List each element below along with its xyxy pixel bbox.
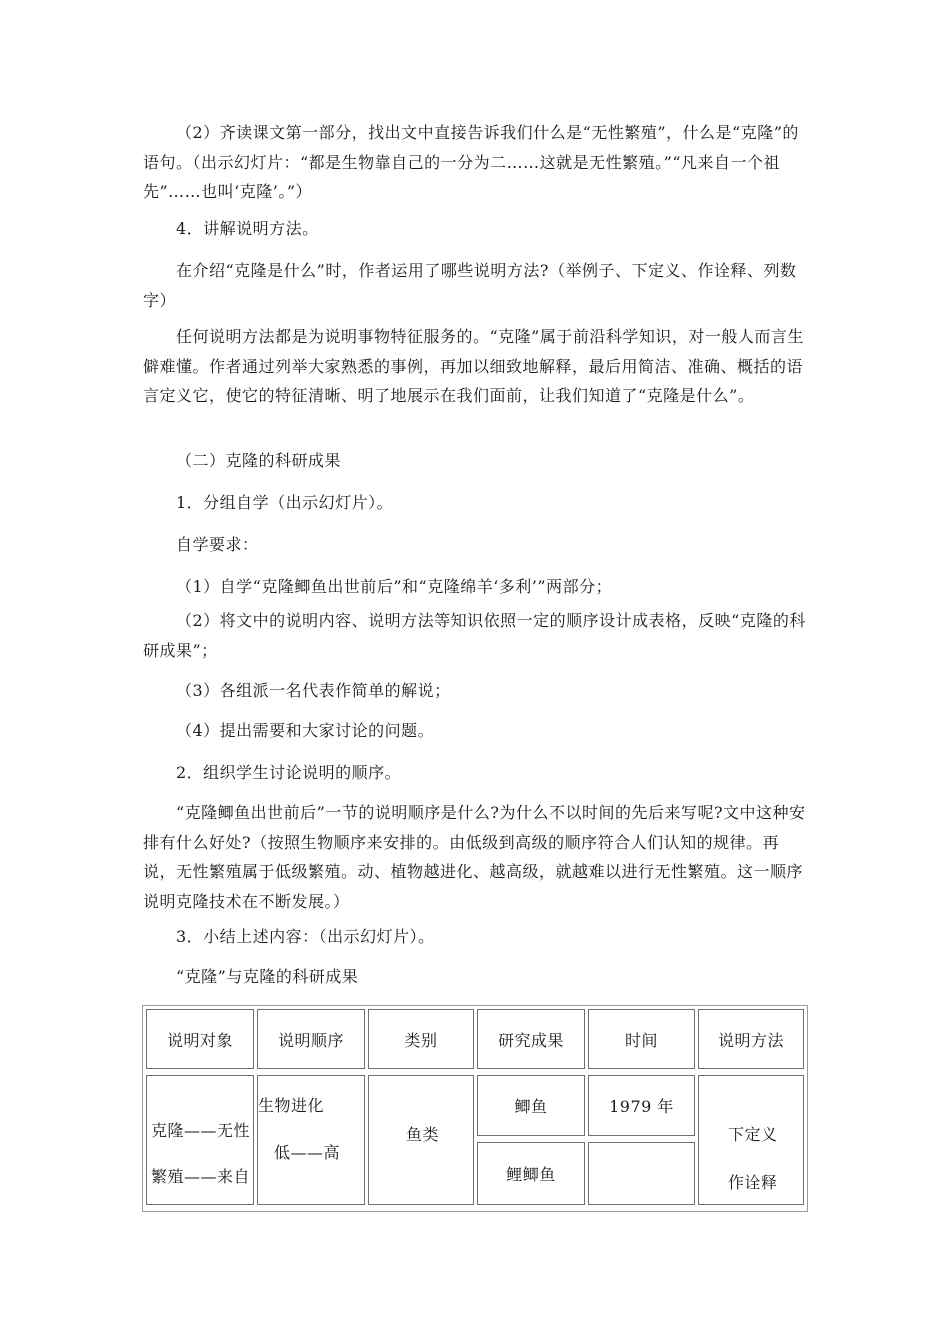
heading-discuss-order: 2．组织学生讨论说明的顺序。 (176, 763, 402, 782)
label-study-requirements: 自学要求： (176, 535, 259, 554)
cell-time-1: 1979 年 (588, 1075, 695, 1136)
cell-order: 生物进化 低——高 (257, 1075, 365, 1205)
header-cell-order: 说明顺序 (257, 1009, 365, 1069)
paragraph-order-discussion: “克隆鲫鱼出世前后”一节的说明顺序是什么?为什么不以时间的先后来写呢?文中这种安排有什么好处?（按照生物顺序来安排的。由低级到高级的顺序符合人们认知的规律。再说，无性繁殖属于低级繁殖。动、植物越进化、越高级，就越难以进行无性繁殖。这一顺序说明克隆技术在不断发展。） (143, 803, 806, 911)
heading-summary: 3．小结上述内容：（出示幻灯片）。 (176, 927, 435, 946)
results-table (142, 1005, 808, 1212)
requirement-4: （4）提出需要和大家讨论的问题。 (176, 721, 435, 740)
cell-result-1: 鲫鱼 (477, 1075, 585, 1136)
cell-time-2 (588, 1142, 695, 1205)
section-heading-results: （二）克隆的科研成果 (176, 451, 342, 470)
cell-result-2: 鲤鲫鱼 (477, 1142, 585, 1205)
requirement-1: （1）自学“克隆鲫鱼出世前后”和“克隆绵羊‘多利’”两部分； (176, 577, 613, 596)
heading-explain-methods: 4．讲解说明方法。 (176, 219, 319, 238)
cell-method: 下定义 作诠释 (698, 1075, 804, 1205)
header-cell-object: 说明对象 (146, 1009, 254, 1069)
paragraph-question-methods: 在介绍“克隆是什么”时，作者运用了哪些说明方法?（举例子、下定义、作诠释、列数字） (143, 261, 797, 310)
cell-category: 鱼类 (368, 1075, 474, 1205)
paragraph-recite: （2）齐读课文第一部分，找出文中直接告诉我们什么是“无性繁殖”，什么是“克隆”的语句。（出示幻灯片：“都是生物靠自己的一分为二……这就是无性繁殖。”“凡来自一个祖先”……也叫‘克隆’。”） (143, 123, 799, 201)
requirement-3: （3）各组派一名代表作简单的解说； (176, 681, 451, 700)
header-cell-result: 研究成果 (477, 1009, 585, 1069)
cell-object: 克隆——无性 繁殖——来自 (146, 1075, 254, 1205)
header-cell-time: 时间 (588, 1009, 695, 1069)
header-cell-category: 类别 (368, 1009, 474, 1069)
header-cell-method: 说明方法 (698, 1009, 804, 1069)
table-caption: “克隆”与克隆的科研成果 (176, 967, 359, 986)
requirement-2: （2）将文中的说明内容、说明方法等知识依照一定的顺序设计成表格，反映“克隆的科研成果”； (143, 611, 806, 660)
paragraph-method-explanation: 任何说明方法都是为说明事物特征服务的。“克隆”属于前沿科学知识，对一般人而言生僻难懂。作者通过列举大家熟悉的事例，再加以细致地解释，最后用简洁、准确、概括的语言定义它，使它的特征清晰、明了地展示在我们面前，让我们知道了“克隆是什么”。 (143, 327, 804, 405)
heading-group-study: 1．分组自学（出示幻灯片）。 (176, 493, 394, 512)
